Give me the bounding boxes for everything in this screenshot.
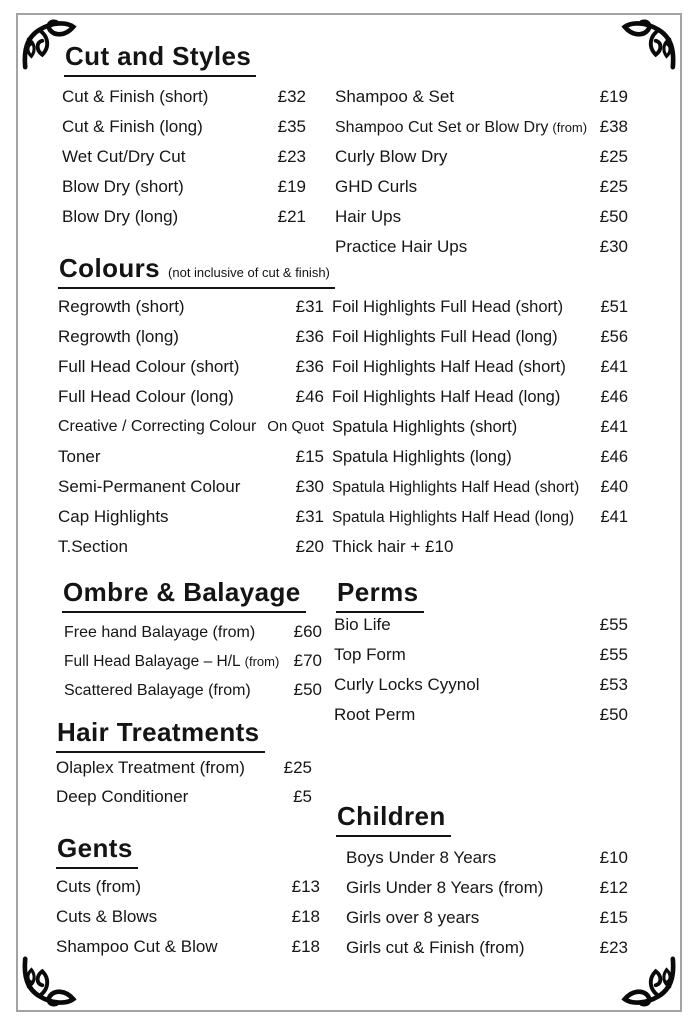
item-price: £41	[600, 358, 628, 376]
item-name: Thick hair + £10	[332, 537, 454, 556]
item-name: Spatula Highlights (short)	[332, 418, 518, 436]
item-name: Top Form	[334, 645, 406, 664]
item-name: Foil Highlights Full Head (short)	[332, 298, 564, 316]
menu-item-row	[58, 532, 324, 562]
item-name: Root Perm	[334, 705, 416, 724]
item-name: Girls cut & Finish (from)	[346, 938, 525, 957]
item-name: Full Head Colour (long)	[58, 387, 234, 406]
item-name: Creative / Correcting Colour	[58, 418, 257, 435]
item-name: Cut & Finish (long)	[62, 117, 203, 136]
menu-item-row	[56, 902, 320, 932]
item-price: £21	[277, 207, 306, 226]
item-price: £35	[277, 117, 306, 136]
item-price: £19	[277, 177, 306, 196]
menu-item-row	[62, 172, 306, 202]
menu-item-row	[58, 322, 324, 352]
ombre-balayage-list	[64, 617, 322, 704]
menu-item-row	[64, 675, 322, 704]
menu-item-row	[346, 933, 628, 963]
menu-item-row	[56, 782, 312, 811]
hair-treatments-list	[56, 753, 312, 811]
menu-item-row	[346, 873, 628, 903]
item-price: £55	[599, 645, 628, 664]
item-price: £5	[293, 787, 312, 806]
item-name: Shampoo & Set	[335, 87, 455, 106]
item-name: Scattered Balayage (from)	[64, 682, 251, 699]
menu-item-row	[335, 232, 628, 262]
section-heading-cut-and-styles	[64, 42, 256, 77]
item-price: £70	[293, 651, 322, 670]
section-heading-hair-treatments	[56, 718, 265, 753]
item-name: Regrowth (short)	[58, 297, 185, 316]
item-price: £46	[295, 387, 324, 406]
item-name: Practice Hair Ups	[335, 237, 468, 256]
menu-item-row	[335, 82, 628, 112]
menu-item-row	[332, 352, 628, 382]
item-price: £25	[283, 758, 312, 777]
menu-item-row	[332, 382, 628, 412]
menu-item-row	[58, 502, 324, 532]
item-price: £23	[599, 938, 628, 957]
item-name: Foil Highlights Half Head (long)	[332, 388, 561, 406]
item-name: Blow Dry (long)	[62, 207, 179, 226]
children-list	[346, 843, 628, 963]
heading-text: Cut and Styles	[65, 41, 252, 71]
item-price: £15	[295, 447, 324, 466]
menu-item-row	[334, 640, 628, 670]
item-price: £30	[295, 477, 324, 496]
item-name: Free hand Balayage (from)	[64, 624, 256, 641]
item-name: Shampoo Cut Set or Blow Dry	[335, 119, 549, 136]
item-price: On Quot	[267, 418, 324, 435]
menu-item-row	[58, 442, 324, 472]
item-price: £32	[277, 87, 306, 106]
item-name: Spatula Highlights (long)	[332, 448, 512, 466]
menu-item-row	[64, 646, 322, 675]
heading-text: Gents	[57, 833, 133, 863]
item-name: Cuts & Blows	[56, 907, 158, 926]
item-name: Wet Cut/Dry Cut	[62, 147, 186, 166]
item-name: Boys Under 8 Years	[346, 848, 497, 867]
menu-item-row	[58, 292, 324, 322]
heading-text: Ombre & Balayage	[63, 577, 301, 607]
colours-right-list	[332, 292, 628, 562]
menu-item-row	[332, 412, 628, 442]
item-price: £31	[295, 507, 324, 526]
item-price: £19	[599, 87, 628, 106]
item-price: £20	[295, 537, 324, 556]
menu-item-row	[62, 202, 306, 232]
item-price: £18	[291, 937, 320, 956]
item-price: £25	[599, 177, 628, 196]
item-name: GHD Curls	[335, 177, 418, 196]
item-note: (from)	[244, 654, 280, 669]
item-name: Toner	[58, 447, 101, 466]
item-price: £36	[295, 357, 324, 376]
menu-item-row	[332, 502, 628, 532]
menu-item-row	[335, 202, 628, 232]
item-name: Olaplex Treatment (from)	[56, 758, 245, 777]
section-heading-children	[336, 802, 451, 837]
item-name: Cuts (from)	[56, 877, 141, 896]
heading-subtitle: (not inclusive of cut & finish)	[168, 265, 330, 280]
item-name: Semi-Permanent Colour	[58, 477, 241, 496]
perms-list	[334, 610, 628, 730]
menu-item-row	[56, 753, 312, 782]
item-price: £25	[599, 147, 628, 166]
item-name: Curly Blow Dry	[335, 147, 448, 166]
menu-item-row	[332, 322, 628, 352]
item-price: £23	[277, 147, 306, 166]
item-price: £13	[291, 877, 320, 896]
menu-item-row	[62, 142, 306, 172]
item-price: £60	[293, 622, 322, 641]
menu-item-row	[346, 843, 628, 873]
menu-item-row	[335, 112, 628, 142]
item-price: £41	[600, 418, 628, 436]
menu-item-row	[332, 472, 628, 502]
item-name: Cut & Finish (short)	[62, 87, 209, 106]
item-name: Regrowth (long)	[58, 327, 179, 346]
menu-item-row	[58, 412, 324, 442]
menu-item-row	[334, 610, 628, 640]
menu-item-row	[334, 670, 628, 700]
menu-item-row	[58, 382, 324, 412]
cut-and-styles-right-list	[335, 82, 628, 262]
item-name: Foil Highlights Half Head (short)	[332, 358, 566, 376]
menu-item-row	[332, 442, 628, 472]
item-price: £56	[600, 328, 628, 346]
menu-item-row	[58, 352, 324, 382]
item-price: £53	[599, 675, 628, 694]
item-price: £15	[599, 908, 628, 927]
section-heading-perms	[336, 578, 424, 613]
item-price: £50	[293, 680, 322, 699]
item-name: Girls over 8 years	[346, 908, 480, 927]
section-heading-gents	[56, 834, 138, 869]
item-price: £18	[291, 907, 320, 926]
menu-item-row	[334, 700, 628, 730]
colours-left-list	[58, 292, 324, 562]
item-name: Curly Locks Cyynol	[334, 675, 480, 694]
heading-text: Children	[337, 801, 446, 831]
section-heading-colours	[58, 254, 335, 289]
item-price: £55	[599, 615, 628, 634]
item-price: £51	[600, 298, 628, 316]
item-name: T.Section	[58, 537, 128, 556]
item-price: £46	[600, 388, 628, 406]
item-price: £30	[599, 237, 628, 256]
heading-text: Colours	[59, 253, 161, 283]
item-name: Spatula Highlights Half Head (long)	[332, 509, 575, 526]
item-price: £46	[600, 448, 628, 466]
item-name: Full Head Colour (short)	[58, 357, 240, 376]
item-price: £10	[599, 848, 628, 867]
menu-item-row	[346, 903, 628, 933]
item-price: £31	[295, 297, 324, 316]
item-name: Spatula Highlights Half Head (short)	[332, 479, 580, 496]
menu-item-row	[332, 292, 628, 322]
item-price: £12	[599, 878, 628, 897]
item-price: £36	[295, 327, 324, 346]
corner-flourish-icon	[617, 15, 679, 79]
menu-item-row	[56, 872, 320, 902]
menu-item-row	[335, 172, 628, 202]
heading-text: Hair Treatments	[57, 717, 260, 747]
section-heading-ombre-balayage	[62, 578, 306, 613]
item-price: £50	[599, 207, 628, 226]
item-name: Girls Under 8 Years (from)	[346, 878, 544, 897]
item-name: Full Head Balayage – H/L	[64, 653, 241, 670]
item-name: Blow Dry (short)	[62, 177, 184, 196]
item-name: Foil Highlights Full Head (long)	[332, 328, 558, 346]
menu-item-row	[62, 82, 306, 112]
item-note: (from)	[552, 120, 588, 135]
item-name: Deep Conditioner	[56, 787, 189, 806]
item-price: £38	[599, 117, 628, 136]
item-name: Cap Highlights	[58, 507, 169, 526]
menu-item-row	[56, 932, 320, 962]
item-name: Shampoo Cut & Blow	[56, 937, 218, 956]
item-name: Bio Life	[334, 615, 391, 634]
menu-item-row	[64, 617, 322, 646]
menu-item-row	[58, 472, 324, 502]
item-price: £50	[599, 705, 628, 724]
menu-item-row	[335, 142, 628, 172]
cut-and-styles-left-list	[62, 82, 306, 232]
gents-list	[56, 872, 320, 962]
heading-text: Perms	[337, 577, 419, 607]
menu-item-row	[62, 112, 306, 142]
item-name: Hair Ups	[335, 207, 402, 226]
item-price: £40	[600, 478, 628, 496]
menu-item-row	[332, 532, 628, 562]
item-price: £41	[600, 508, 628, 526]
